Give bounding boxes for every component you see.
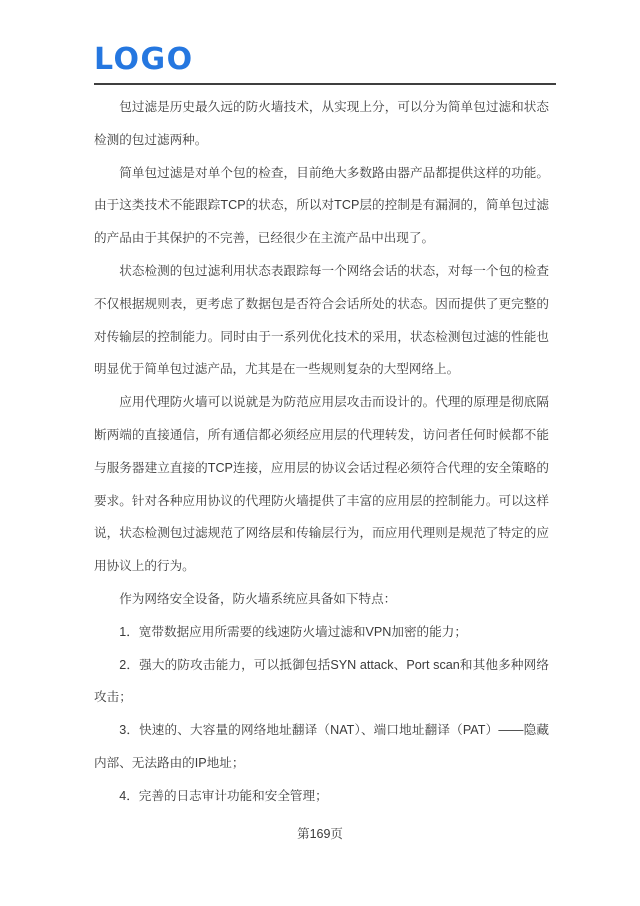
body-paragraph: 状态检测的包过滤利用状态表跟踪每一个网络会话的状态，对每一个包的检查不仅根据规则表，更考虑了数据包是否符合会话所处的状态。因而提供了更完整的对传输层的控制能力。同时由于一系列优化技术的采用，状态检测包过滤的性能也明显优于简单包过滤产品，尤其是在一些规则复杂的大型网络上。: [94, 263, 549, 377]
body-paragraph: 应用代理防火墙可以说就是为防范应用层攻击而设计的。代理的原理是彻底隔断两端的直接通信，所有通信都必须经应用层的代理转发，访问者任何时候都不能与服务器建立直接的TCP连接，应用层的协议会话过程必须符合代理的安全策略的要求。针对各种应用协议的代理防火墙提供了丰富的应用层的控制能力。可以这样说，状态检测包过滤规范了网络层和传输层行为，而应用代理则是规范了特定的应用协议上的行为。: [94, 395, 549, 574]
page-header: [0, 0, 640, 85]
document-body: [94, 91, 549, 813]
list-item-2: 2．强大的防攻击能力，可以抵御包括SYN attack、Port scan和其他多种网络攻击；: [94, 657, 549, 705]
body-paragraph: 包过滤是历史最久远的防火墙技术，从实现上分，可以分为简单包过滤和状态检测的包过滤两种。: [94, 100, 549, 147]
list-item-1: 1．宽带数据应用所需要的线速防火墙过滤和VPN加密的能力；: [119, 624, 467, 639]
page-number: 第169页: [297, 827, 343, 841]
list-item-4: 4．完善的日志审计功能和安全管理；: [119, 788, 328, 803]
body-paragraph: 简单包过滤是对单个包的检查，目前绝大多数路由器产品都提供这样的功能。由于这类技术不能跟踪TCP的状态，所以对TCP层的控制是有漏洞的，简单包过滤的产品由于其保护的不完善，已经很少在主流产品中出现了。: [94, 165, 549, 246]
logo: LOGO: [94, 42, 194, 77]
page-footer: [0, 824, 640, 842]
body-paragraph: 作为网络安全设备，防火墙系统应具备如下特点：: [119, 591, 397, 606]
list-item-3: 3．快速的、大容量的网络地址翻译（NAT）、端口地址翻译（PAT）——隐藏内部、无法路由的IP地址；: [94, 723, 549, 770]
header-divider: [94, 83, 556, 85]
